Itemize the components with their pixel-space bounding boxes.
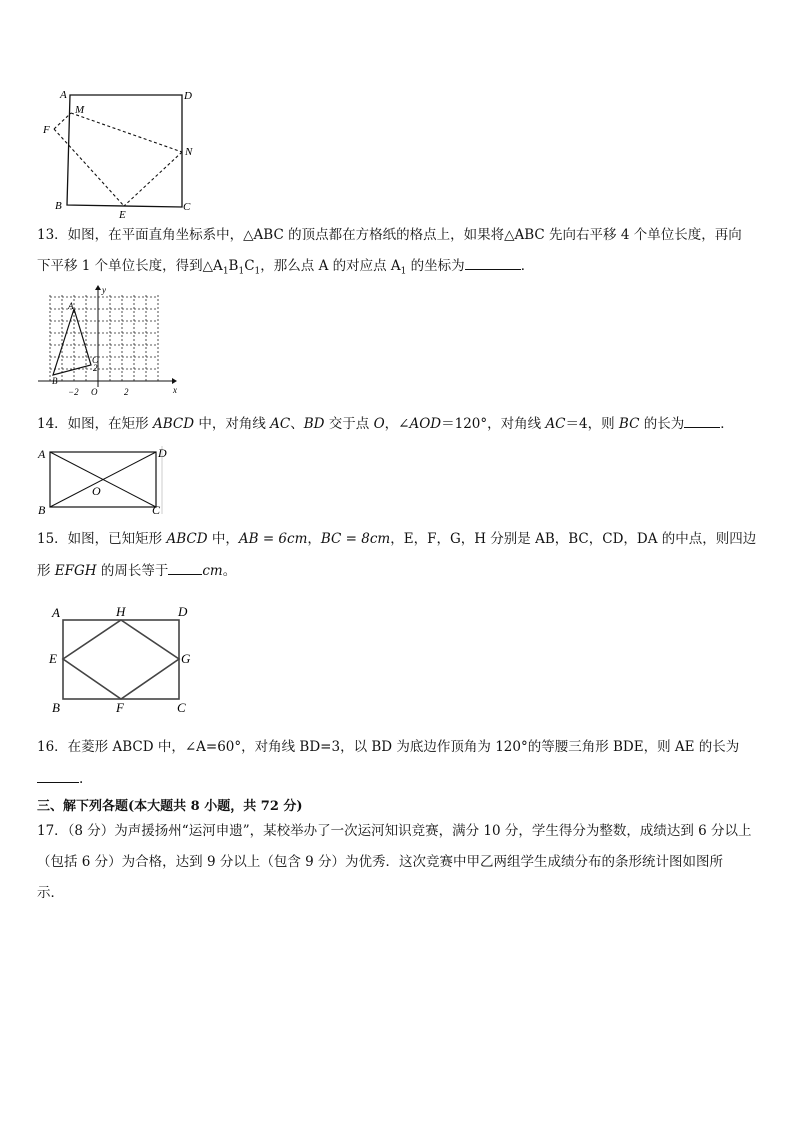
answer-blank-16[interactable] (37, 768, 79, 783)
q15-comma: ， (307, 531, 321, 547)
q15-label-h: H (116, 604, 126, 619)
tick-y2: 2 (93, 363, 98, 373)
rect-label-o: O (92, 484, 101, 498)
q15-ab: AB = 6cm (238, 531, 308, 547)
q13-text-2b: ，那么点 A 的对应点 A (260, 258, 401, 274)
figure-rectangle-diagonals (36, 444, 171, 516)
label-d: D (184, 90, 192, 102)
x-axis-label: x (173, 385, 177, 395)
label-f: F (43, 124, 50, 136)
section-3-heading (37, 795, 303, 814)
answer-blank-14[interactable] (684, 413, 720, 428)
question-14 (37, 411, 734, 438)
y-axis-label: y (102, 285, 106, 295)
q14-aod: AOD (409, 416, 442, 432)
q14-t7: 的长为 (639, 416, 685, 432)
q16-t1: 16．在菱形 ABCD 中，∠A=60°，对角线 BD=3，以 BD 为底边作顶角为 120°的等腰三角形 BDE，则 AE 的长为 (37, 739, 740, 755)
q14-bc: BC (618, 416, 640, 432)
q15-t6: 。 (222, 563, 237, 579)
rect-label-a: A (38, 447, 46, 461)
q14-abcd: ABCD (152, 416, 195, 432)
question-16-line1 (37, 734, 739, 761)
dashed-ne (124, 152, 182, 206)
q13-text-2a: 下平移 1 个单位长度，得到△A (37, 258, 223, 274)
q14-t8: ． (720, 416, 734, 432)
q13-text-c: C (244, 258, 255, 274)
q13-text-2c: 的坐标为 (406, 258, 465, 274)
grid-label-a: A (68, 301, 74, 311)
q15-unit: cm (202, 563, 223, 579)
q14-t2: 中，对角线 (194, 416, 271, 432)
q13-sub-4: 1 (400, 266, 407, 277)
q13-text-1: 13．如图，在平面直角坐标系中，△ABC 的顶点都在方格纸的格点上，如果将△ABC 先向右平移 4 个单位长度，再向 (37, 227, 742, 243)
figure-square-mfne (40, 85, 210, 220)
q14-t1: 14．如图，在矩形 (37, 416, 153, 432)
question-13-line1 (37, 222, 742, 249)
q13-text-b: B (228, 258, 239, 274)
q14-ac2: AC (545, 416, 566, 432)
dashed-fe (54, 129, 124, 206)
q15-t1: 15．如图，已知矩形 (37, 531, 167, 547)
question-13-line2 (37, 253, 534, 286)
q15-label-e: E (49, 651, 57, 666)
q15-label-b: B (52, 700, 60, 715)
q15-t2: 中， (207, 531, 239, 547)
q14-o: O (373, 416, 385, 432)
q13-text-2d: ． (520, 258, 535, 274)
q17-t1: 17．（8 分）为声援扬州“运河申遗”，某校举办了一次运河知识竞赛，满分 10 分，学生得分为整数，成绩达到 6 分以上 (37, 823, 752, 839)
q15-label-f: F (116, 700, 124, 715)
square-abcd (67, 95, 182, 207)
label-m: M (75, 104, 85, 116)
q17-t2: （包括 6 分）为合格，达到 9 分以上（包含 9 分）为优秀．这次竞赛中甲乙两组学生成绩分布的条形统计图如图所 (37, 854, 724, 870)
q15-efgh: EFGH (54, 563, 97, 579)
tick-2: 2 (124, 387, 129, 397)
triangle-abc (53, 309, 91, 375)
question-15-line1 (37, 526, 756, 553)
origin-label: O (91, 387, 98, 397)
answer-blank-13[interactable] (465, 255, 521, 270)
label-a: A (60, 89, 67, 101)
figure-coordinate-grid (36, 283, 186, 403)
q14-t4: ，∠ (384, 416, 410, 432)
q13-sub-2: 1 (238, 266, 245, 277)
q15-label-a: A (52, 605, 60, 620)
answer-blank-15[interactable] (168, 560, 202, 575)
label-e: E (119, 209, 126, 220)
tick-neg2: −2 (68, 387, 79, 397)
grid-label-c: C (92, 355, 99, 365)
q14-sep: 、 (290, 416, 304, 432)
section-3-title: 三、解下列各题(本大题共 8 小题，共 72 分) (37, 799, 303, 814)
rhombus-efgh (63, 620, 179, 699)
q15-t4: 形 (37, 563, 55, 579)
rect-label-b: B (38, 503, 46, 516)
dashed-fm (54, 113, 71, 129)
grid-label-b: B (52, 376, 58, 386)
q15-abcd: ABCD (166, 531, 208, 547)
question-16-line2 (37, 766, 83, 793)
question-17-line2 (37, 849, 723, 876)
q14-ac: AC (270, 416, 291, 432)
q13-sub-1: 1 (222, 266, 229, 277)
q17-t3: 示． (37, 885, 64, 901)
rect-label-d: D (158, 446, 167, 460)
q15-label-d: D (178, 604, 188, 619)
q13-sub-3: 1 (254, 266, 261, 277)
dashed-mn (71, 113, 182, 152)
figure-rectangle-rhombus (44, 600, 204, 718)
q15-t3: ，E，F，G，H 分别是 AB，BC，CD，DA 的中点，则四边 (390, 531, 757, 547)
q14-t3: 交于点 (324, 416, 374, 432)
rect-label-c: C (152, 503, 161, 516)
q14-t6: ＝4，则 (565, 416, 619, 432)
question-17-line1 (37, 818, 752, 845)
question-15-line2 (37, 558, 236, 585)
question-17-line3 (37, 880, 64, 907)
label-n: N (185, 146, 193, 158)
q16-t2: . (79, 771, 84, 787)
q15-t5: 的周长等于 (96, 563, 169, 579)
label-b: B (55, 200, 62, 212)
q15-bc: BC = 8cm (320, 531, 391, 547)
q15-label-g: G (181, 651, 191, 666)
rectangle-abcd-15 (63, 620, 179, 699)
q14-t5: ＝120°，对角线 (441, 416, 546, 432)
label-c: C (183, 201, 191, 213)
q14-bd: BD (303, 416, 325, 432)
q15-label-c: C (177, 700, 186, 715)
